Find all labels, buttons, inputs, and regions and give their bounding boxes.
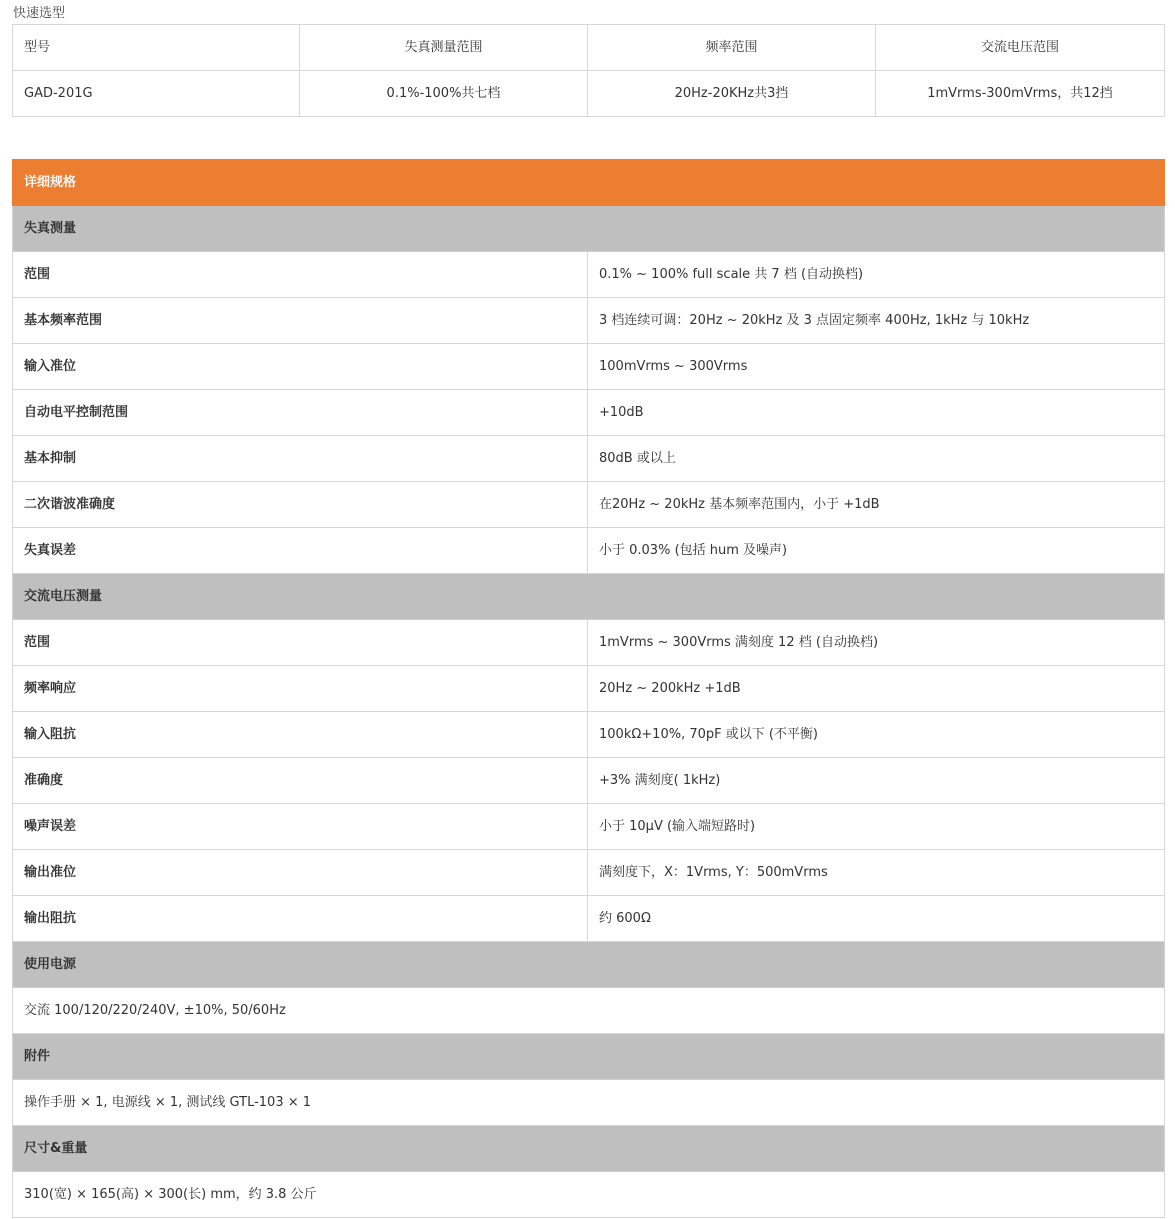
header-ac-voltage-range: 交流电压范围 <box>876 25 1165 71</box>
section-dimensions-heading: 尺寸&重量 <box>13 1126 1165 1172</box>
header-model: 型号 <box>13 25 300 71</box>
spec-value: 满刻度下，X：1Vrms, Y：500mVrms <box>588 850 1165 896</box>
table-row <box>13 896 1165 942</box>
spec-label: 自动电平控制范围 <box>13 390 588 436</box>
table-row <box>13 344 1165 390</box>
spec-value: 100mVrms ~ 300Vrms <box>588 344 1165 390</box>
header-frequency-range: 频率范围 <box>588 25 876 71</box>
section-distortion-heading: 失真测量 <box>13 206 1165 252</box>
table-row <box>13 1080 1165 1126</box>
spec-label: 频率响应 <box>13 666 588 712</box>
spec-value: 3 档连续可调：20Hz ~ 20kHz 及 3 点固定频率 400Hz, 1kHz 与 10kHz <box>588 298 1165 344</box>
spec-title-row <box>13 160 1165 206</box>
spec-value: 0.1% ~ 100% full scale 共 7 档 (自动换档) <box>588 252 1165 298</box>
quick-select-data-row <box>13 71 1165 117</box>
section-accessories <box>13 1034 1165 1080</box>
cell-frequency-range: 20Hz-20KHz共3挡 <box>588 71 876 117</box>
cell-model: GAD-201G <box>13 71 300 117</box>
table-row <box>13 620 1165 666</box>
spec-value: 在20Hz ~ 20kHz 基本频率范围内，小于 +1dB <box>588 482 1165 528</box>
spec-value: 1mVrms ~ 300Vrms 满刻度 12 档 (自动换档) <box>588 620 1165 666</box>
table-row <box>13 482 1165 528</box>
section-ac-voltage-heading: 交流电压测量 <box>13 574 1165 620</box>
spec-value: 100kΩ+10%, 70pF 或以下 (不平衡) <box>588 712 1165 758</box>
spec-table <box>12 159 1165 1218</box>
header-distortion-range: 失真测量范围 <box>300 25 588 71</box>
section-ac-voltage <box>13 574 1165 620</box>
spec-value: 20Hz ~ 200kHz +1dB <box>588 666 1165 712</box>
table-row <box>13 252 1165 298</box>
spec-value: 80dB 或以上 <box>588 436 1165 482</box>
section-power-heading: 使用电源 <box>13 942 1165 988</box>
section-dimensions <box>13 1126 1165 1172</box>
section-power <box>13 942 1165 988</box>
quick-select-header-row <box>13 25 1165 71</box>
spec-label: 输入阻抗 <box>13 712 588 758</box>
spec-value: +3% 满刻度( 1kHz) <box>588 758 1165 804</box>
spec-label: 基本抑制 <box>13 436 588 482</box>
table-row <box>13 390 1165 436</box>
table-row <box>13 666 1165 712</box>
spec-label: 输出准位 <box>13 850 588 896</box>
spec-label: 范围 <box>13 620 588 666</box>
table-row <box>13 528 1165 574</box>
spec-label: 基本频率范围 <box>13 298 588 344</box>
section-accessories-heading: 附件 <box>13 1034 1165 1080</box>
spec-label: 二次谐波准确度 <box>13 482 588 528</box>
table-row <box>13 1172 1165 1218</box>
quick-select-table <box>12 24 1165 117</box>
table-row <box>13 298 1165 344</box>
spec-title: 详细规格 <box>13 160 1165 206</box>
table-row <box>13 758 1165 804</box>
spec-value: 小于 10μV (输入端短路时) <box>588 804 1165 850</box>
spec-value: 约 600Ω <box>588 896 1165 942</box>
table-row <box>13 804 1165 850</box>
spec-label: 输出阻抗 <box>13 896 588 942</box>
table-row <box>13 436 1165 482</box>
dimensions-value: 310(宽) × 165(高) × 300(长) mm，约 3.8 公斤 <box>13 1172 1165 1218</box>
cell-distortion-range: 0.1%-100%共七档 <box>300 71 588 117</box>
table-row <box>13 850 1165 896</box>
quick-select-caption: 快速选型 <box>13 6 66 21</box>
spec-label: 失真误差 <box>13 528 588 574</box>
power-value: 交流 100/120/220/240V, ±10%, 50/60Hz <box>13 988 1165 1034</box>
spec-label: 范围 <box>13 252 588 298</box>
table-row <box>13 988 1165 1034</box>
spec-label: 准确度 <box>13 758 588 804</box>
accessories-value: 操作手册 × 1, 电源线 × 1, 测试线 GTL-103 × 1 <box>13 1080 1165 1126</box>
spec-label: 输入准位 <box>13 344 588 390</box>
table-row <box>13 712 1165 758</box>
section-distortion <box>13 206 1165 252</box>
cell-ac-voltage-range: 1mVrms-300mVrms，共12挡 <box>876 71 1165 117</box>
spec-value: +10dB <box>588 390 1165 436</box>
spec-value: 小于 0.03% (包括 hum 及噪声) <box>588 528 1165 574</box>
spec-label: 噪声误差 <box>13 804 588 850</box>
